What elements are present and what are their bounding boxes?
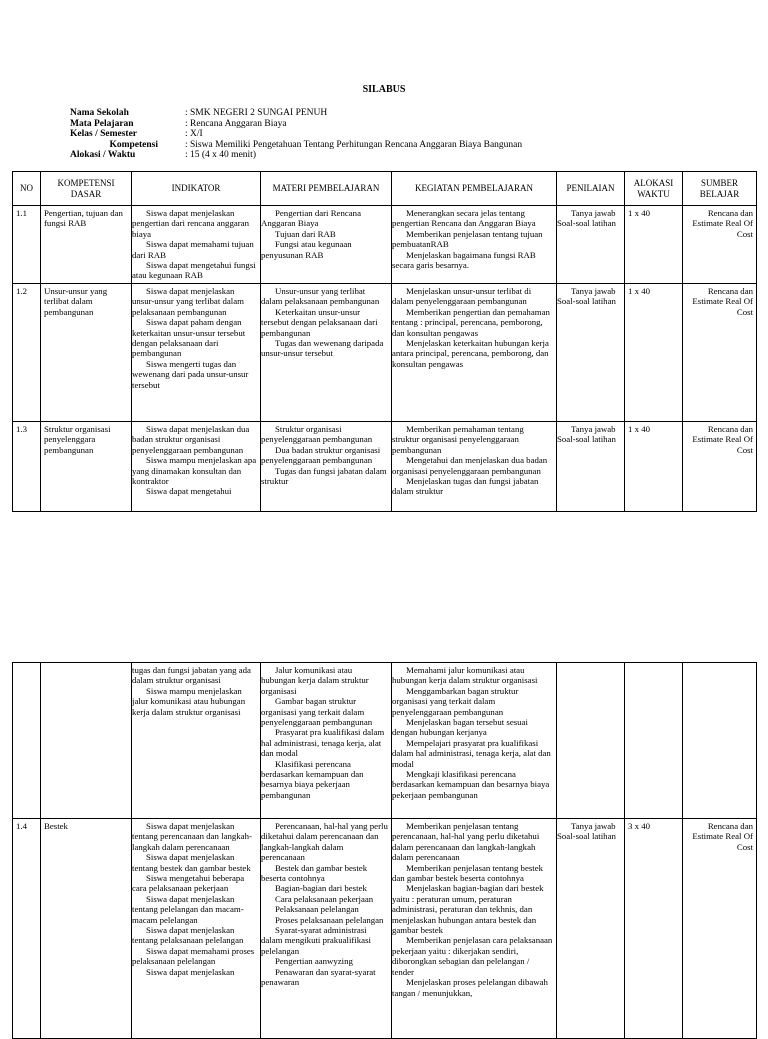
row-materi (261, 422, 392, 512)
materi-item: Perencanaan, hal-hal yang perlu diketahui dalam perencanaan dan langkah-langkah dalam perencanaan (261, 821, 388, 863)
row-kegiatan (392, 663, 557, 819)
row-sumber: Rencana dan Estimate Real Of Cost (683, 422, 757, 512)
penilaian-item: Soal-soal latihan (557, 831, 616, 842)
kegiatan-item: Memberikan penjelasan tentang perencanaan, hal-hal yang perlu diketahui dalam perencanaan dan langkah-langkah dalam perencanaan (392, 821, 540, 863)
materi-item: Bagian-bagian dari bestek (275, 883, 367, 894)
materi-item: Pengertian aanwyzing (275, 956, 353, 967)
indikator-item: Siswa dapat paham dengan keterkaitan unsur-unsur tersebut dengan pelaksanaan dari pembangunan (132, 317, 246, 359)
row-penilaian (557, 422, 625, 512)
kegiatan-item: Memberikan pengertian dan pemahaman tentang : principal, perencana, pemborong, dan konsultan pengawas (392, 306, 550, 338)
kegiatan-item: Memberikan pemahaman tentang struktur organisasi penyelenggaraan pembangunan (392, 424, 524, 455)
table-row (13, 422, 757, 512)
indikator-item: Siswa dapat mengetahui (146, 486, 232, 497)
row-kegiatan (392, 206, 557, 284)
time-label: Alokasi / Waktu (70, 150, 136, 161)
materi-item: Struktur organisasi penyelenggaraan pembangunan (261, 424, 373, 445)
row-indikator (132, 284, 261, 422)
indikator-item: Siswa mengerti tugas dan wewenang dari pada unsur-unsur tersebut (132, 358, 249, 390)
row-sumber: Rencana dan Estimate Real Of Cost (683, 284, 757, 422)
header-alokasi: ALOKASI WAKTU (625, 172, 683, 206)
indikator-item: Siswa mampu menjelaskan jalur komunikasi atau hubungan kerja dalam struktur organisasi (132, 685, 246, 717)
materi-item: Tugas dan wewenang daripada unsur-unsur tersebut (261, 338, 384, 359)
materi-item: Proses pelaksanaan pelelangan (275, 914, 384, 925)
penilaian-item: Tanya jawab (571, 286, 616, 296)
penilaian-item: Tanya jawab (571, 821, 616, 831)
kegiatan-item: Menjelaskan unsur-unsur terlibat di dalam penyelenggaraan pembangunan (392, 286, 532, 307)
indikator-item: Siswa dapat mengetahui fungsi atau kegunaan RAB (132, 260, 256, 281)
row-sumber: Rencana dan Estimate Real Of Cost (683, 206, 757, 284)
document-title: SILABUS (362, 84, 406, 95)
row-indikator (132, 819, 261, 1039)
row-no: 1.4 (13, 819, 41, 1039)
row-no: 1.2 (13, 284, 41, 422)
materi-item: Pengertian dari Rencana Anggaran Biaya (261, 208, 361, 229)
kegiatan-item: Memberikan penjelasan tentang bestek dan gambar bestek beserta contohnya (392, 862, 544, 884)
row-kegiatan (392, 422, 557, 512)
materi-item: Jalur komunikasi atau hubungan kerja dalam struktur organisasi (261, 665, 369, 696)
subject-value: : Rencana Anggaran Biaya (185, 118, 287, 129)
penilaian-item: Tanya jawab (571, 208, 616, 218)
penilaian-item: Soal-soal latihan (557, 218, 616, 229)
indikator-item: Siswa dapat menjelaskan pengertian dari rencana anggaran biaya (132, 208, 249, 239)
competence-value: : Siswa Memiliki Pengetahuan Tentang Perhitungan Rencana Anggaran Biaya Bangunan (185, 139, 523, 150)
header-materi: MATERI PEMBELAJARAN (261, 172, 392, 206)
kegiatan-item: Memahami jalur komunikasi atau hubungan kerja dalam struktur organisasi (392, 665, 538, 686)
class-value: : X/I (185, 129, 203, 140)
kegiatan-item: Menggambarkan bagan struktur organisasi yang terkait dalam penyelenggaraan pembangunan (392, 685, 519, 717)
penilaian-item: Soal-soal latihan (557, 434, 616, 445)
kegiatan-item: Memberikan penjelasan cara pelaksanaan pekerjaan yaitu : dikerjakan sendiri, diborongkan sebagian dan pelelangan / tender (392, 935, 553, 977)
row-kompetensi: Pengertian, tujuan dan fungsi RAB (41, 206, 132, 284)
row-alokasi (625, 663, 683, 819)
row-no: 1.1 (13, 206, 41, 284)
row-sumber: Rencana dan Estimate Real Of Cost (683, 819, 757, 1039)
row-materi (261, 663, 392, 819)
materi-item: Klasifikasi perencana berdasarkan kemampuan dan besarnya biaya pekerjaan pembangunan (261, 758, 364, 800)
row-alokasi: 1 x 40 (625, 422, 683, 512)
materi-item: Dua badan struktur organisasi penyelenggaraan pembangunan (261, 444, 381, 466)
row-materi (261, 819, 392, 1039)
row-penilaian (557, 819, 625, 1039)
time-value: : 15 (4 x 40 menit) (185, 150, 256, 161)
materi-item: Tujuan dari RAB (275, 228, 336, 239)
row-kegiatan (392, 284, 557, 422)
penilaian-item: Soal-soal latihan (557, 296, 616, 307)
penilaian-item: Tanya jawab (571, 424, 616, 434)
indikator-item: Siswa dapat menjelaskan dua badan struktur organisasi penyelenggaraan pembangunan (132, 424, 250, 455)
row-kompetensi: Bestek (41, 819, 132, 1039)
header-kompetensi-dasar: KOMPETENSI DASAR (41, 172, 132, 206)
table-row (13, 819, 757, 1039)
row-kompetensi: Struktur organisasi penyelenggara pembangunan (41, 422, 132, 512)
row-penilaian (557, 284, 625, 422)
indikator-item: Siswa dapat menjelaskan tentang pelaksanaan pelelangan (132, 925, 244, 946)
kegiatan-item: Mengkaji klasifikasi perencana berdasarkan kemampuan dan besarnya biaya pekerjaan pembangunan (392, 769, 550, 800)
materi-item: Keterkaitan unsur-unsur tersebut dengan pelaksanaan dari pembangunan (261, 306, 378, 338)
kegiatan-item: Menjelaskan tugas dan fungsi jabatan dalam struktur (392, 476, 539, 497)
header-penilaian: PENILAIAN (557, 172, 625, 206)
indikator-item: Siswa dapat menjelaskan (146, 966, 235, 977)
row-materi (261, 206, 392, 284)
kegiatan-item: Mengetahui dan menjelaskan dua badan organisasi penyelenggaraan pembangunan (392, 455, 548, 476)
row-alokasi: 3 x 40 (625, 819, 683, 1039)
row-indikator (132, 663, 261, 819)
indikator-item: Siswa dapat menjelaskan tentang perencanaan dan langkah-langkah dalam perencanaan (132, 821, 252, 852)
materi-item: Pelaksanaan pelelangan (275, 904, 359, 915)
school-label: Nama Sekolah (70, 108, 129, 118)
row-penilaian (557, 206, 625, 284)
row-no: 1.3 (13, 422, 41, 512)
materi-item: Prasyarat pra kualifikasi dalam hal administrasi, tenaga kerja, alat dan modal (261, 727, 385, 759)
kegiatan-item: Menjelaskan bagaimana fungsi RAB secara garis besarnya. (392, 249, 536, 271)
header-sumber: SUMBER BELAJAR (683, 172, 757, 206)
table-row (13, 284, 757, 422)
syllabus-table-continued (12, 662, 757, 1039)
materi-item: Unsur-unsur yang terlibat dalam pelaksanaan pembangunan (261, 286, 380, 307)
indikator-item: Siswa mampu menjelaskan apa yang dinamakan konsultan dan kontraktor (132, 455, 257, 487)
indikator-item: Siswa dapat menjelaskan tentang pelelangan dan macam-macam pelelangan (132, 893, 244, 925)
indikator-item: Siswa dapat menjelaskan tentang bestek dan gambar bestek (132, 852, 251, 873)
materi-item: Fungsi atau kegunaan penyusunan RAB (261, 239, 352, 260)
indikator-item: tugas dan fungsi jabatan yang ada dalam struktur organisasi (132, 665, 251, 686)
materi-item: Gambar bagan struktur organisasi yang terkait dalam penyelenggaraan pembangunan (261, 696, 373, 728)
kegiatan-item: Memberikan penjelasan tentang tujuan pembuatanRAB (392, 228, 543, 250)
materi-item: Tugas dan fungsi jabatan dalam struktur (261, 465, 387, 487)
subject-label: Mata Pelajaran (70, 118, 134, 129)
row-materi (261, 284, 392, 422)
syllabus-table (12, 171, 757, 512)
class-label: Kelas / Semester (70, 129, 138, 140)
row-penilaian (557, 663, 625, 819)
row-alokasi: 1 x 40 (625, 206, 683, 284)
kegiatan-item: Menjelaskan bagian-bagian dari bestek yaitu : peraturan umum, peraturan administrasi, peraturan dan tekhnis, dan menjelaskan hubungan antara bestek dan gambar bestek (392, 883, 544, 936)
kegiatan-item: Mempelajari prasyarat pra kualifikasi dalam hal administrasi, tenaga kerja, alat dan modal (392, 737, 551, 769)
table-row (13, 206, 757, 284)
table-header-row (13, 172, 757, 206)
kegiatan-item: Menjelaskan keterkaitan hubungan kerja antara principal, perencana, pemborong, dan konsultan pengawas (392, 338, 549, 369)
kegiatan-item: Menjelaskan proses pelelangan dibawah tangan / menunjukkan, (392, 977, 548, 998)
row-kegiatan (392, 819, 557, 1039)
competence-label: Kompetensi (109, 139, 158, 150)
materi-item: Cara pelaksanaan pekerjaan (275, 893, 374, 904)
table-row (13, 663, 757, 819)
indikator-item: Siswa dapat memahami tujuan dari RAB (132, 239, 254, 260)
kegiatan-item: Menjelaskan bagan tersebut sesuai dengan hubungan kerjanya (392, 717, 528, 738)
indikator-item: Siswa mengetahui beberapa cara pelaksanaan pekerjaan (132, 873, 245, 894)
materi-item: Syarat-syarat administrasi dalam mengikuti prakualifikasi pelelangan (261, 925, 371, 956)
header-kegiatan: KEGIATAN PEMBELAJARAN (392, 172, 557, 206)
row-no (13, 663, 41, 819)
materi-item: Bestek dan gambar bestek beserta contohnya (261, 862, 368, 884)
row-alokasi: 1 x 40 (625, 284, 683, 422)
row-kompetensi (41, 663, 132, 819)
kegiatan-item: Menerangkan secara jelas tentang pengertian Rencana dan Anggaran Biaya (392, 208, 536, 229)
document-info (70, 108, 522, 161)
header-no: NO (13, 172, 41, 206)
row-indikator (132, 206, 261, 284)
indikator-item: Siswa dapat memahami proses pelaksanaan pelelangan (132, 945, 255, 967)
materi-item: Penawaran dan syarat-syarat penawaran (261, 966, 376, 988)
indikator-item: Siswa dapat menjelaskan unsur-unsur yang terlibat dalam pelaksanaan pembangunan (132, 286, 244, 317)
school-value: : SMK NEGERI 2 SUNGAI PENUH (185, 108, 328, 118)
header-indikator: INDIKATOR (132, 172, 261, 206)
row-indikator (132, 422, 261, 512)
row-sumber (683, 663, 757, 819)
row-kompetensi: Unsur-unsur yang terlibat dalam pembangunan (41, 284, 132, 422)
